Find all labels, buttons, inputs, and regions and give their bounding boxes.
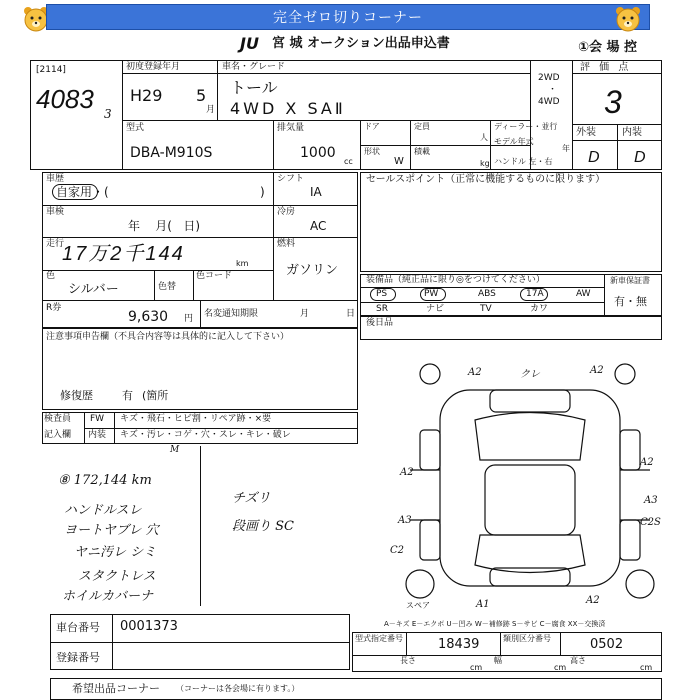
diagram-mark-kure: クレ <box>520 369 540 380</box>
repair-label: 修復歴 <box>60 389 93 402</box>
checker-row2: キズ・汚レ・コゲ・穴・スレ・キレ・破レ <box>120 430 291 440</box>
cooling-value: AC <box>310 219 327 233</box>
diagram-mark-a2-top: A2 <box>468 367 482 378</box>
notice-day-unit: 日 <box>346 309 356 319</box>
checker-row1: キズ・飛石・ヒビ割・リペア跡・×要 <box>120 414 272 424</box>
model-year-unit: 年 <box>562 144 570 153</box>
first-reg-label: 初度登録年月 <box>126 62 181 72</box>
registration-label: 登録番号 <box>56 651 100 664</box>
door-label: ドア <box>364 122 380 131</box>
note-3: ヨートヤブレ 穴 <box>64 523 159 538</box>
recycle-value: 9,630 <box>128 309 169 325</box>
diagram-mark-a2-topright: A2 <box>590 365 604 376</box>
note-4: ヤニ汚レ シミ <box>74 545 157 560</box>
equip-sr: SR <box>376 304 388 314</box>
repair-value: 有 <box>122 389 133 402</box>
displacement-unit: cc <box>344 157 353 166</box>
top-block <box>30 60 662 170</box>
history-label: 車歴 <box>46 174 65 184</box>
equip-pw: PW <box>424 289 439 299</box>
fw-label: FW <box>90 414 105 424</box>
note-5: スタクトレス <box>78 569 156 584</box>
diagram-mark-a2-right: A2 <box>640 457 654 468</box>
capacity-label: 定員 <box>414 122 430 131</box>
note-right-1: チズリ <box>232 491 271 506</box>
reg-year: H29 <box>130 86 163 105</box>
equip-kawa: カワ <box>530 304 549 314</box>
wish-note: （コーナーは各会場に有ります。） <box>176 684 300 693</box>
color-label: 色 <box>46 271 56 281</box>
shape-value: W <box>394 156 404 167</box>
spare-label: スペア <box>406 601 430 610</box>
fuel-value: ガソリン <box>286 263 339 278</box>
car-grade: 4WD X SAⅡ <box>230 99 346 118</box>
mileage-unit: km <box>236 259 249 268</box>
note-2: ハンドルスレ <box>64 503 142 518</box>
shape-label: 形状 <box>364 147 380 156</box>
inspection-text: 年 月( 日) <box>128 219 201 233</box>
equip-navi: ナビ <box>426 304 445 314</box>
equipment-label: 装備品（純正品に限り◎をつけてください） <box>366 275 545 285</box>
shift-label: シフト <box>277 174 305 184</box>
history-close: ) <box>260 185 265 199</box>
height-unit: cm <box>640 663 653 672</box>
color-swap-label: 色替 <box>158 282 177 292</box>
diagram-legend: A－キズ E－エクボ U－凹み W－補修跡 S－サビ C－腐食 XX－交換済 <box>384 620 606 628</box>
copy-label: ①会 場 控 <box>578 40 638 55</box>
banner-title: 完全ゼロ切りコーナー <box>46 4 650 30</box>
designation-value: 18439 <box>438 637 480 652</box>
color-value: シルバー <box>68 282 119 297</box>
fuel-label: 燃料 <box>277 239 296 249</box>
equip-17a: 17A <box>526 289 544 299</box>
drive-4wd: 4WD <box>538 97 560 107</box>
diagram-mark-a2-bottom: A2 <box>586 595 600 606</box>
shift-value: IA <box>310 185 322 199</box>
sales-point-label: セールスポイント（正常に機能するものに限ります） <box>366 174 606 185</box>
diagram-mark-c2s: C2S <box>640 517 661 528</box>
displacement-label: 排気量 <box>277 123 305 133</box>
length-label: 長さ <box>400 656 416 665</box>
vehicle-number-label: 車台番号 <box>56 621 100 634</box>
designation-label: 型式指定番号 <box>355 634 403 643</box>
width-unit: cm <box>554 663 567 672</box>
interior-grade: D <box>634 149 646 166</box>
reg-month: 5 <box>196 86 207 105</box>
month-unit: 月 <box>206 105 216 115</box>
exterior-label: 外装 <box>576 127 596 138</box>
diagram-mark-a3-right: A3 <box>644 495 658 506</box>
inspection-label: 車検 <box>46 207 65 217</box>
form-title: 宮 城 オークション出品申込書 <box>272 36 450 51</box>
ref-code: [2114] <box>36 65 66 75</box>
history-options: 自家用・( <box>56 185 109 199</box>
drive-2wd: 2WD <box>538 73 560 83</box>
note-6: ホイルカバーナ <box>62 589 154 604</box>
model-year-label: モデル年式 <box>494 137 534 146</box>
vehicle-number-value: 0001373 <box>120 619 178 634</box>
notice-label: 名変通知期限 <box>204 309 259 319</box>
cooling-label: 冷房 <box>277 207 296 217</box>
repair-place: (箇所 <box>142 389 169 402</box>
warranty-label: 新車保証書 <box>610 276 650 285</box>
recycle-unit: 円 <box>184 314 194 324</box>
notice-month-unit: 月 <box>300 309 310 319</box>
width-label: 幅 <box>494 656 502 665</box>
interior-label: 内装 <box>622 127 642 138</box>
load-label: 積載 <box>414 147 430 156</box>
equip-ps: PS <box>376 289 388 299</box>
equip-abs: ABS <box>478 289 496 299</box>
notes-label: 注意事項申告欄（不具合内容等は具体的に記入して下さい） <box>46 332 290 342</box>
load-unit: kg <box>480 159 490 168</box>
diagram-mark-a2-left: A2 <box>400 467 414 478</box>
mileage-value: 17万2千144 <box>62 243 185 265</box>
equip-aw: AW <box>576 289 591 299</box>
sales-point-block <box>360 172 662 272</box>
name-grade-label: 車名・グレード <box>222 62 286 72</box>
exterior-grade: D <box>588 149 600 166</box>
lot-number: 4083 <box>36 84 94 114</box>
rear-items-label: 後日品 <box>366 318 394 328</box>
diagram-mark-c2: C2 <box>390 545 405 556</box>
color-code-label: 色コード <box>196 271 233 281</box>
model-label: 型式 <box>126 123 145 133</box>
displacement-value: 1000 <box>300 145 336 161</box>
category-value: 0502 <box>590 637 624 652</box>
evaluation-label: 評 価 点 <box>580 62 632 73</box>
diagram-mark-a1: A1 <box>476 599 490 610</box>
capacity-unit: 人 <box>480 133 488 142</box>
equip-tv: TV <box>480 304 492 314</box>
inspector-label: 検査員 <box>44 414 72 424</box>
wish-label: 希望出品コーナー <box>72 682 160 695</box>
note-right-2: 段画り SC <box>232 519 294 534</box>
recorder-label: 記入欄 <box>44 430 72 440</box>
handle-label: ハンドル 左・右 <box>494 157 553 166</box>
car-damage-diagram <box>380 360 690 620</box>
check-mark: M <box>170 445 180 455</box>
length-unit: cm <box>470 663 483 672</box>
bear-mascot-right-icon <box>612 4 644 36</box>
model-value: DBA-M910S <box>130 145 213 161</box>
car-name: トール <box>230 78 278 97</box>
note-1: ⑧ 172,144 km <box>58 473 152 488</box>
height-label: 高さ <box>570 656 586 665</box>
category-label: 類別区分番号 <box>503 634 551 643</box>
diagram-mark-a3-left: A3 <box>398 515 412 526</box>
rear-items-block <box>360 316 662 340</box>
evaluation-score: 3 <box>604 84 622 120</box>
drive-dot: ・ <box>548 85 558 95</box>
lot-suffix: 3 <box>104 107 112 121</box>
dealer-label: ディーラー・並行 <box>494 122 558 131</box>
interior-check-label: 内装 <box>88 430 107 440</box>
ju-logo: JU <box>240 34 259 53</box>
warranty-value: 有・無 <box>614 295 647 308</box>
recycle-label: R券 <box>46 303 62 313</box>
mileage-label: 走行 <box>46 239 65 249</box>
